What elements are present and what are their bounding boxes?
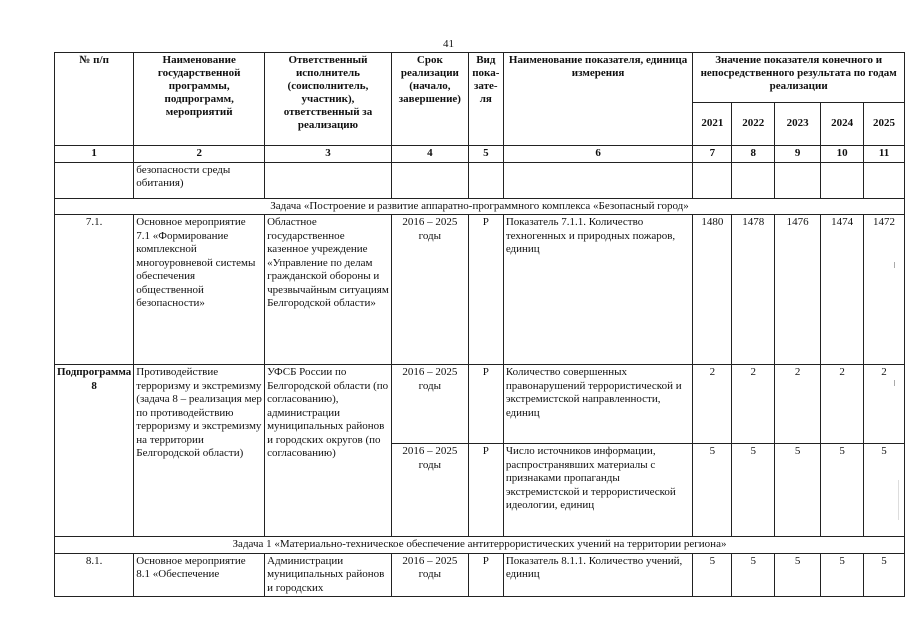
row-value: 5 xyxy=(821,553,864,597)
header-values-group: Значение показателя конечного и непосредственного результата по годам реализации xyxy=(693,53,905,103)
row-name: Противодействие терроризму и экстремизму (задача 8 – реализация мер по противодействию терроризму и экстремизму на территории Белгородской области) xyxy=(134,365,265,537)
empty-cell xyxy=(468,162,503,198)
row-value: 5 xyxy=(864,444,905,537)
empty-cell xyxy=(503,162,693,198)
column-number: 4 xyxy=(391,146,468,163)
row-responsible: УФСБ России по Белгородской области (по согласованию), администрации муниципальных районов и городских округов (по согласованию) xyxy=(265,365,392,537)
row-name: Основное мероприятие 8.1 «Обеспечение xyxy=(134,553,265,597)
continuation-row xyxy=(55,162,905,198)
row-indicator: Число источников информации, распространявших материалы с признаками пропаганды экстремистской и террористической идеологии, единиц xyxy=(503,444,693,537)
row-value: 1472 xyxy=(864,215,905,365)
row-value: 1480 xyxy=(693,215,732,365)
header-year: 2024 xyxy=(821,103,864,146)
column-number: 6 xyxy=(503,146,693,163)
header-year: 2021 xyxy=(693,103,732,146)
column-number: 9 xyxy=(775,146,821,163)
row-indicator: Показатель 7.1.1. Количество техногенных и природных пожаров, единиц xyxy=(503,215,693,365)
empty-cell xyxy=(821,162,864,198)
row-value: 1474 xyxy=(821,215,864,365)
row-value: 1476 xyxy=(775,215,821,365)
row-value: 2 xyxy=(732,365,775,444)
header-responsible: Ответственный исполнитель (соисполнитель, участник), ответственный за реализацию xyxy=(265,53,392,146)
task-row xyxy=(55,198,905,215)
empty-cell xyxy=(55,162,134,198)
row-value: 5 xyxy=(732,553,775,597)
row-name: Основное мероприятие 7.1 «Формирование комплексной многоуровневой системы обеспечения общественной безопасности» xyxy=(134,215,265,365)
row-responsible: Администрации муниципальных районов и городских xyxy=(265,553,392,597)
row-value: 5 xyxy=(775,553,821,597)
row-term: 2016 – 2025 годы xyxy=(391,444,468,537)
row-num: 7.1. xyxy=(55,215,134,365)
row-value: 2 xyxy=(821,365,864,444)
row-indicator: Показатель 8.1.1. Количество учений, единиц xyxy=(503,553,693,597)
page-number: 41 xyxy=(443,38,454,50)
row-value: 5 xyxy=(693,444,732,537)
row-num: 8.1. xyxy=(55,553,134,597)
row-value: 2 xyxy=(693,365,732,444)
header-year: 2022 xyxy=(732,103,775,146)
table-row-7-1 xyxy=(55,215,905,365)
column-number: 10 xyxy=(821,146,864,163)
column-number: 7 xyxy=(693,146,732,163)
row-value: 2 xyxy=(864,365,905,444)
empty-cell xyxy=(693,162,732,198)
column-number: 3 xyxy=(265,146,392,163)
task-row xyxy=(55,537,905,554)
program-table xyxy=(54,52,905,597)
header-num: № п/п xyxy=(55,53,134,146)
row-type: Р xyxy=(468,215,503,365)
column-number: 1 xyxy=(55,146,134,163)
row-term: 2016 – 2025 годы xyxy=(391,365,468,444)
row-indicator: Количество совершенных правонарушений террористической и экстремистской направленности, единиц xyxy=(503,365,693,444)
empty-cell xyxy=(775,162,821,198)
row-type: Р xyxy=(468,553,503,597)
table-row-8-1 xyxy=(55,553,905,597)
header-year: 2023 xyxy=(775,103,821,146)
column-numbers-row xyxy=(55,146,905,163)
empty-cell xyxy=(391,162,468,198)
row-num: Подпрограмма 8 xyxy=(55,365,134,537)
column-number: 2 xyxy=(134,146,265,163)
header-term: Срок реализации (начало, завершение) xyxy=(391,53,468,146)
task-8-1-heading: Задача 1 «Материально-техническое обеспечение антитеррористических учений на территории региона» xyxy=(55,537,905,554)
row-value: 5 xyxy=(693,553,732,597)
empty-cell xyxy=(732,162,775,198)
header-type: Вид пока-зате-ля xyxy=(468,53,503,146)
row-responsible: Областное государственное казенное учреждение «Управление по делам гражданской обороны и чрезвычайным ситуациям Белгородской области» xyxy=(265,215,392,365)
row-term: 2016 – 2025 годы xyxy=(391,553,468,597)
header-row xyxy=(55,53,905,103)
column-number: 5 xyxy=(468,146,503,163)
header-indicator: Наименование показателя, единица измерения xyxy=(503,53,693,146)
continuation-text: безопасности среды обитания) xyxy=(134,162,265,198)
column-number: 8 xyxy=(732,146,775,163)
row-value: 5 xyxy=(732,444,775,537)
row-type: Р xyxy=(468,365,503,444)
table-row-subprogram-8-a xyxy=(55,365,905,444)
row-value: 1478 xyxy=(732,215,775,365)
empty-cell xyxy=(864,162,905,198)
header-name: Наименование государственной программы, подпрограмм, мероприятий xyxy=(134,53,265,146)
column-number: 11 xyxy=(864,146,905,163)
row-type: Р xyxy=(468,444,503,537)
task-7-heading: Задача «Построение и развитие аппаратно-программного комплекса «Безопасный город» xyxy=(55,198,905,215)
header-year: 2025 xyxy=(864,103,905,146)
row-value: 5 xyxy=(821,444,864,537)
row-value: 5 xyxy=(775,444,821,537)
row-term: 2016 – 2025 годы xyxy=(391,215,468,365)
row-value: 2 xyxy=(775,365,821,444)
empty-cell xyxy=(265,162,392,198)
row-value: 5 xyxy=(864,553,905,597)
